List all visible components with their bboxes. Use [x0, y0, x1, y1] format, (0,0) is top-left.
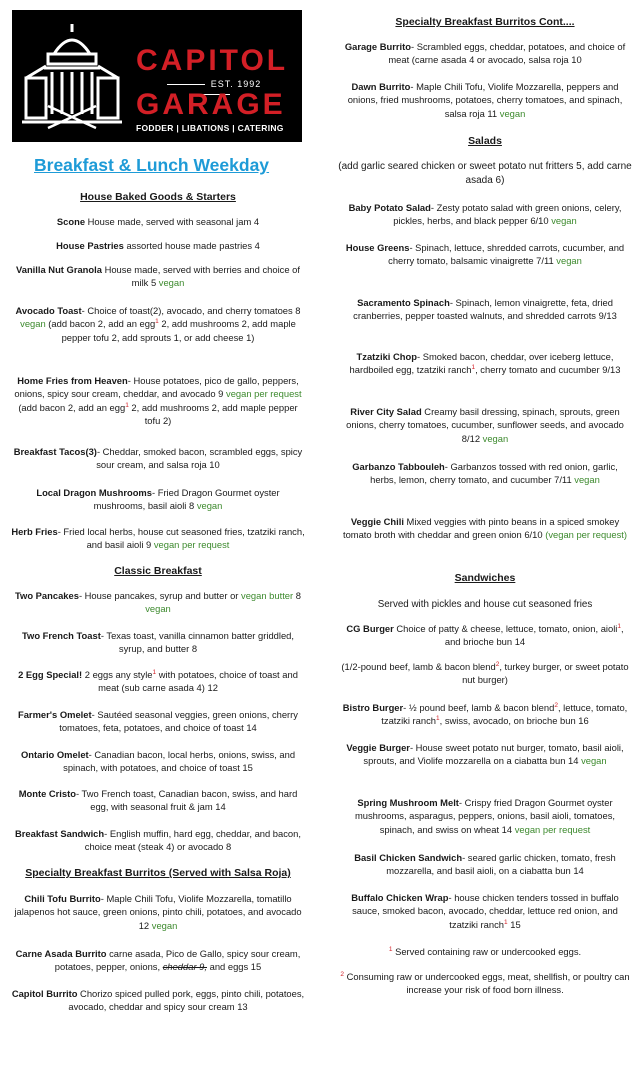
menu-item-veggie-chili: Veggie Chili Mixed veggies with pinto beans in a spiced smokey tomato broth with cheddar and green onion 6/10 (vegan per request) — [342, 516, 628, 541]
menu-item-chili-tofu-burrito: Chili Tofu Burrito- Maple Chili Tofu, Violife Mozzarella, tomatillo jalapenos hot sauce, green onions, pinto chili, potatoes, and avocado 12 vegan — [14, 893, 302, 931]
section-house-baked: House Baked Goods & Starters — [80, 191, 236, 203]
menu-item-river-city-salad: River City Salad Creamy basil dressing, spinach, sprouts, green onions, cherry tomatoes, cucumber, sunflower seeds, and avocado 8/12 vegan — [346, 406, 624, 444]
cg-burger-patty-options: (1/2-pound beef, lamb & bacon blend$^2$, turkey burger, or sweet potato nut burger) — [341, 660, 629, 686]
menu-item-tzatziki-chop: Tzatziki Chop- Smoked bacon, cheddar, over iceberg lettuce, hardboiled egg, tzatziki ranch$^1$, cherry tomato and cucumber 9/13 — [349, 351, 621, 376]
logo-word-garage: GARAGE — [136, 88, 286, 121]
footnote-2: $^2$ Consuming raw or undercooked eggs, meat, shellfish, or poultry can increase your risk of food born illness. — [340, 970, 630, 996]
menu-item-granola: Vanilla Nut Granola House made, served with berries and choice of milk 5 vegan — [16, 264, 300, 289]
menu-item-veggie-burger: Veggie Burger- House sweet potato nut burger, tomato, basil aioli, sprouts, and Violife mozzarella on a ciabatta bun 14 vegan — [346, 742, 624, 767]
page-title: Breakfast & Lunch Weekday — [34, 155, 270, 175]
menu-item-spring-mushroom-melt: Spring Mushroom Melt- Crispy fried Dragon Gourmet oyster mushrooms, asparagus, peppers, onions, basil aioli, tomatoes, spinach, and swiss on wheat 14 vegan per request — [354, 797, 616, 835]
logo — [12, 10, 302, 142]
sandwiches-sides-note: Served with pickles and house cut seasoned fries — [377, 599, 593, 610]
menu-item-monte-cristo: Monte Cristo- Two French toast, Canadian bacon, swiss, and hard egg, with seasonal fruit & jam 14 — [18, 788, 298, 813]
menu-item-buffalo-chicken-wrap: Buffalo Chicken Wrap- house chicken tenders tossed in buffalo sauce, smoked bacon, avocado, cheddar, lettuce red onion, and tzatziki ranch$^1$ 15 — [351, 892, 619, 930]
menu-item-home-fries: Home Fries from Heaven- House potatoes, pico de gallo, peppers, onions, spicy sour cream, cheddar, and avocado 9 vegan per request (add bacon 2, add an egg$^1$ 2, add mushrooms 2, add maple pepper tofu 2) — [14, 375, 302, 427]
menu-item-dawn-burrito: Dawn Burrito- Maple Chili Tofu, Violife Mozzarella, peppers and onions, fried mushrooms, potatoes, cherry tomatoes, and spinach, salsa roja 11 vegan — [347, 81, 623, 119]
menu-item-garage-burrito: Garage Burrito- Scrambled eggs, cheddar, potatoes, and choice of meat (carne asada 4 or avocado, salsa roja 10 — [344, 41, 626, 66]
menu-item-pastries: House Pastries assorted house made pastries 4 — [56, 240, 260, 251]
menu-item-carne-asada-burrito: Carne Asada Burrito carne asada, Pico de Gallo, spicy sour cream, potatoes, pepper, onions, cheddar 9, and eggs 15 — [15, 948, 301, 973]
logo-tagline: FODDER | LIBATIONS | CATERING — [136, 123, 284, 133]
salads-addon-note: (add garlic seared chicken or sweet potato nut fritters 5, add carne asada 6) — [338, 161, 632, 186]
menu-item-herb-fries: Herb Fries- Fried local herbs, house cut seasoned fries, tzatziki ranch, and basil aioli 9 vegan per request — [11, 526, 305, 551]
menu-item-bistro-burger: Bistro Burger- ½ pound beef, lamb & bacon blend$^2$, lettuce, tomato, tzatziki ranch$^1$, swiss, avocado, on brioche bun 16 — [342, 701, 628, 727]
footnote-1: $^1$ Served containing raw or undercooked eggs. — [388, 945, 582, 957]
menu-item-baby-potato-salad: Baby Potato Salad- Zesty potato salad with green onions, celery, pickles, herbs, and black pepper 6/10 vegan — [348, 202, 622, 227]
section-classic-breakfast: Classic Breakfast — [114, 565, 202, 577]
section-burritos-continued: Specialty Breakfast Burritos Cont.... — [395, 16, 575, 28]
menu-item-dragon-mushrooms: Local Dragon Mushrooms- Fried Dragon Gourmet oyster mushrooms, basil aioli 8 vegan — [36, 487, 280, 512]
menu-item-farmers-omelet: Farmer's Omelet- Sautéed seasonal veggies, green onions, cherry tomatoes, feta, potatoes, and choice of toast 14 — [17, 709, 298, 734]
menu-item-capitol-burrito: Capitol Burrito Chorizo spiced pulled pork, eggs, pinto chili, potatoes, avocado, cheddar and spicy sour cream 13 — [11, 988, 305, 1013]
section-sandwiches: Sandwiches — [454, 572, 516, 584]
menu-item-breakfast-tacos: Breakfast Tacos(3)- Cheddar, smoked bacon, scrambled eggs, spicy sour cream, and salsa roja 10 — [13, 446, 303, 471]
menu-item-ontario-omelet: Ontario Omelet- Canadian bacon, local herbs, onions, swiss, and spinach, with potatoes, and choice of toast 15 — [20, 749, 296, 774]
menu-item-garbanzo-tabbouleh: Garbanzo Tabbouleh- Garbanzos tossed with red onion, garlic, herbs, lemon, cherry tomato, and cucumber 7/11 vegan — [352, 461, 618, 486]
menu-item-two-egg-special: 2 Egg Special! 2 eggs any style$^1$ with potatoes, choice of toast and meat (sub carne asada 4) 12 — [18, 668, 298, 694]
menu-item-breakfast-sandwich: Breakfast Sandwich- English muffin, hard egg, cheddar, and bacon, choice meat (steak 4) or avocado 8 — [15, 828, 301, 853]
menu-item-avocado-toast: Avocado Toast- Choice of toast(2), avocado, and cherry tomatoes 8 vegan (add bacon 2, add an egg$^1$ 2, add mushrooms 2, add maple pepper tofu 2, add sprouts 1, or add cheese 1) — [15, 305, 301, 343]
capitol-building-icon — [18, 18, 126, 136]
menu-item-french-toast: Two French Toast- Texas toast, vanilla cinnamon batter griddled, syrup, and butter 8 — [22, 630, 294, 655]
menu-item-basil-chicken-sandwich: Basil Chicken Sandwich- seared garlic chicken, tomato, fresh mozzarella, and basil aioli, on a ciabatta bun 14 — [354, 852, 616, 877]
section-salads: Salads — [468, 135, 502, 147]
menu-item-two-pancakes: Two Pancakes- House pancakes, syrup and butter or vegan butter 8 vegan — [15, 590, 301, 615]
logo-word-capitol: CAPITOL — [136, 44, 289, 77]
menu-item-sacramento-spinach: Sacramento Spinach- Spinach, lemon vinaigrette, feta, dried cranberries, pepper toasted walnuts, and shredded carrots 9/13 — [353, 297, 617, 322]
section-specialty-burritos: Specialty Breakfast Burritos (Served with Salsa Roja) — [25, 867, 291, 879]
menu-item-house-greens: House Greens- Spinach, lettuce, shredded carrots, cucumber, and cherry tomato, balsamic vinaigrette 7/11 vegan — [345, 242, 625, 267]
menu-item-scone: Scone House made, served with seasonal jam 4 — [56, 216, 260, 227]
logo-established: EST. 1992 — [136, 79, 286, 99]
menu-item-cg-burger: CG Burger Choice of patty & cheese, lettuce, tomato, onion, aioli$^1$, and brioche bun 14 — [346, 622, 624, 648]
